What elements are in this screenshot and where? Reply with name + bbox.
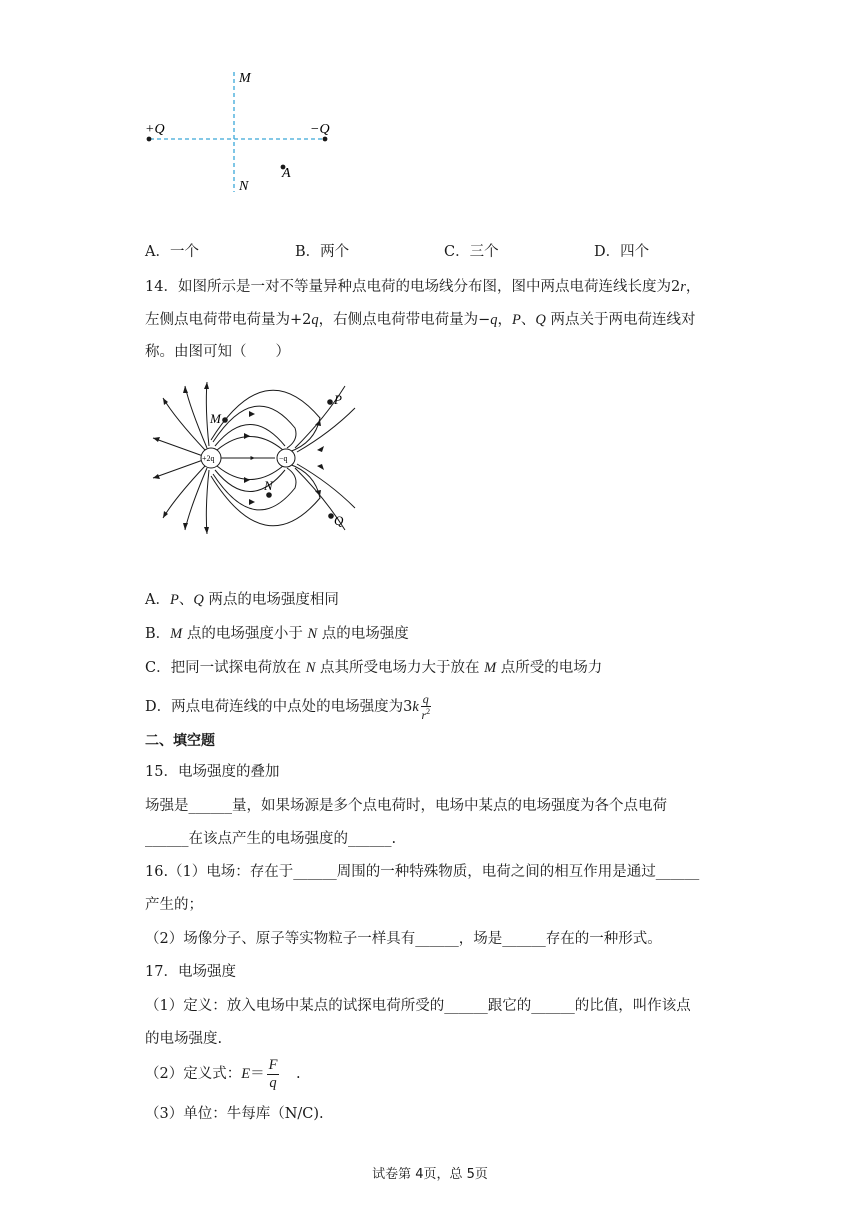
q17-line-3: （2）定义式：E＝ $\frac{F}{q}$ .: [145, 1057, 301, 1091]
q17-line-2: 的电场强度.: [145, 1031, 223, 1047]
label-n: N: [239, 179, 249, 194]
q15-line-2: ______在该点产生的电场强度的______.: [145, 831, 397, 847]
q14-option-d[interactable]: D．两点电荷连线的中点处的电场强度为3k $\frac{q}{r^2}$: [145, 692, 431, 722]
q14-option-b[interactable]: B．M 点的电场强度小于 N 点的电场强度: [145, 626, 409, 642]
q14-option-a[interactable]: A．P、Q 两点的电场强度相同: [145, 592, 339, 608]
label-plus-2q: +2q: [202, 454, 215, 463]
point-m-dot: [222, 417, 228, 423]
label-n: N: [264, 478, 273, 493]
q17-line-1: （1）定义：放入电场中某点的试探电荷所受的______跟它的______的比值，叫作该点: [145, 998, 691, 1014]
label-minus-q: −q: [279, 454, 288, 463]
q17-line-4: （3）单位：牛每库（N/C).: [145, 1106, 324, 1122]
q14-stem-line-2: 左侧点电荷带电荷量为+2q，右侧点电荷带电荷量为−q，P、Q 两点关于两电荷连线对: [145, 312, 696, 328]
page-footer: 试卷第 4页，总 5页: [372, 1167, 488, 1182]
label-plus-q: +Q: [145, 122, 165, 137]
label-m: M: [210, 411, 221, 426]
fraction-f-over-q: $\frac{F}{q}$: [268, 1057, 278, 1091]
section-title-fill-in: 二、填空题: [145, 733, 215, 749]
figure-charges-cross: [130, 62, 360, 202]
q13-option-d[interactable]: D．四个: [594, 244, 650, 260]
q14-option-c[interactable]: C．把同一试探电荷放在 N 点其所受电场力大于放在 M 点所受的电场力: [145, 660, 603, 676]
q13-option-a[interactable]: A．一个: [145, 244, 199, 260]
fraction-q-over-r2: $\frac{q}{r^2}$: [421, 692, 431, 722]
q14-stem-line-1: 14．如图所示是一对不等量异种点电荷的电场线分布图，图中两点电荷连线长度为2r，: [145, 279, 701, 295]
q16-line-3: （2）场像分子、原子等实物粒子一样具有______，场是______存在的一种形式。: [145, 931, 662, 947]
label-a: A: [282, 166, 291, 181]
q14-stem-line-3: 称。由图可知（ ）: [145, 344, 290, 360]
point-p-dot: [327, 399, 333, 405]
label-q: Q: [334, 513, 344, 528]
q16-line-2: 产生的；: [145, 897, 203, 913]
plus-charge-dot: [147, 137, 152, 142]
minus-charge-dot: [323, 137, 328, 142]
q15-line-1: 场强是______量，如果场源是多个点电荷时，电场中某点的电场强度为各个点电荷: [145, 798, 667, 814]
q15-title: 15．电场强度的叠加: [145, 764, 280, 780]
label-p: P: [334, 392, 342, 407]
q17-title: 17．电场强度: [145, 964, 236, 980]
q13-option-c[interactable]: C．三个: [444, 244, 499, 260]
point-n-dot: [266, 492, 272, 498]
point-q-dot: [328, 513, 334, 519]
label-minus-q: −Q: [310, 122, 330, 137]
label-m: M: [239, 71, 251, 86]
figure-field-lines: [145, 378, 365, 538]
q16-line-1: 16.（1）电场：存在于______周围的一种特殊物质，电荷之间的相互作用是通过______: [145, 864, 700, 880]
q13-option-b[interactable]: B．两个: [295, 244, 350, 260]
